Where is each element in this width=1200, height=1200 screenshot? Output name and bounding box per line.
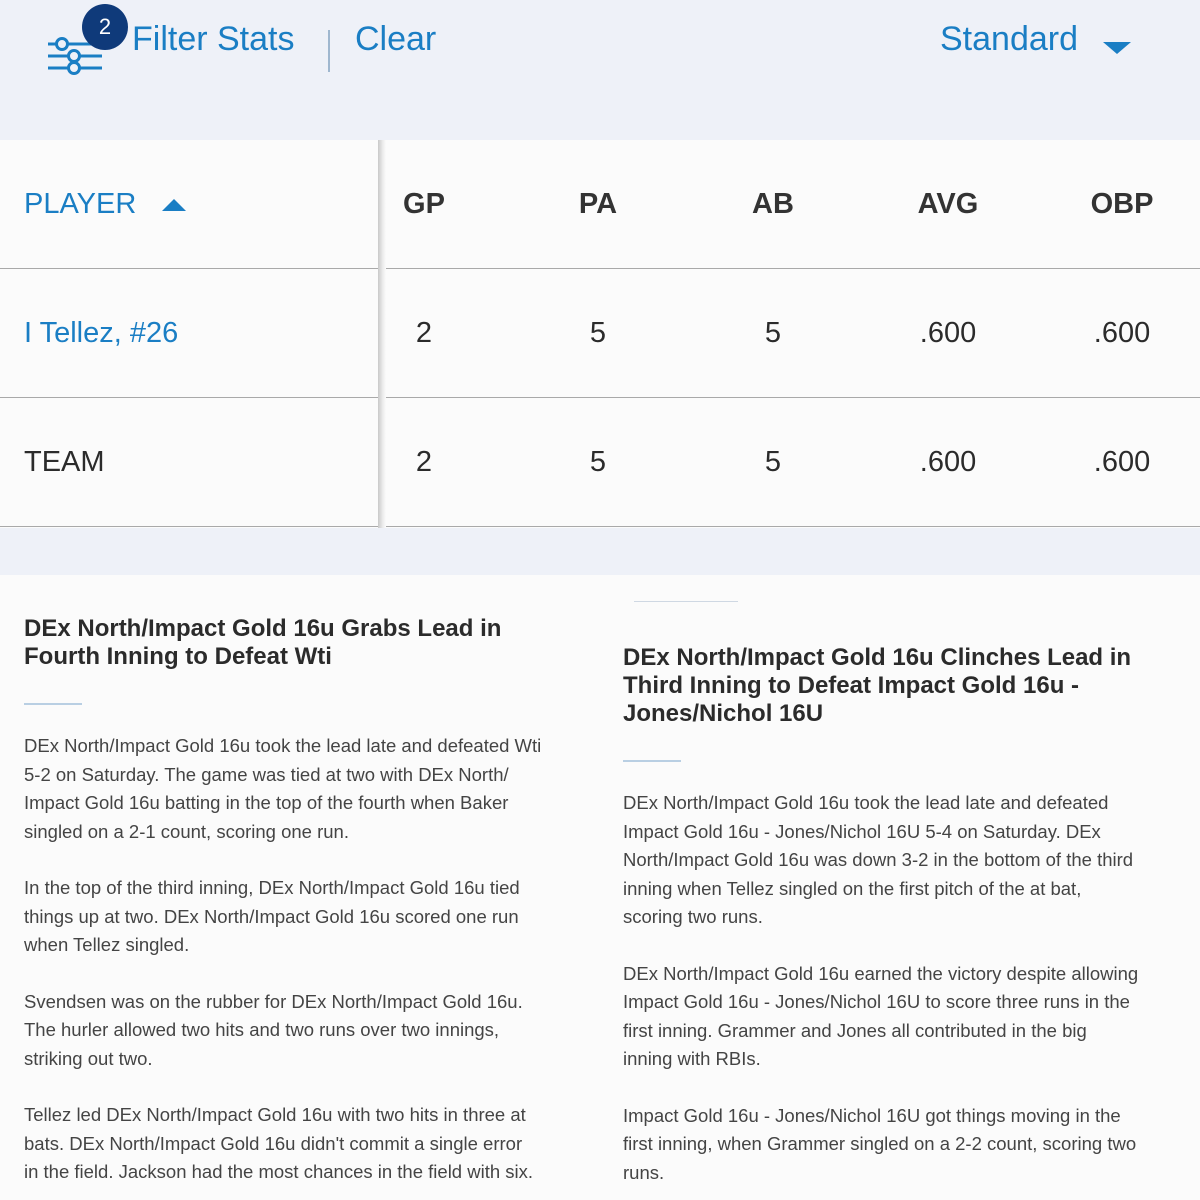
headline-rule xyxy=(24,703,82,705)
table-header-row xyxy=(0,140,1200,269)
article-paragraph: Svendsen was on the rubber for DEx North/Impact Gold 16u. The hurler allowed two hits and two runs over two innings, striking out two. xyxy=(24,990,523,1069)
article-paragraph: In the top of the third inning, DEx North/Impact Gold 16u tied things up at two. DEx North/Impact Gold 16u scored one run when Tellez singled. xyxy=(24,877,520,955)
clear-filters-button[interactable]: Clear xyxy=(355,20,437,58)
toolbar-divider xyxy=(328,30,330,72)
ab-cell: 5 xyxy=(764,446,782,478)
article-headline[interactable]: DEx North/Impact Gold 16u Clinches Lead in Third Inning to Defeat Impact Gold 16u - Jones/Nichol 16U xyxy=(623,644,1132,727)
player-name-link[interactable]: I Tellez, #26 xyxy=(24,317,179,349)
table-row xyxy=(0,269,1200,398)
obp-cell: .600 xyxy=(1093,446,1151,478)
filter-count-badge: 2 xyxy=(82,4,128,50)
article-headline[interactable]: DEx North/Impact Gold 16u Grabs Lead in Fourth Inning to Defeat Wti xyxy=(24,615,502,670)
headline-rule xyxy=(623,760,681,762)
news-article xyxy=(24,615,584,671)
filter-stats-button[interactable] xyxy=(46,8,346,78)
view-select-dropdown[interactable] xyxy=(940,20,1140,70)
player-cell xyxy=(24,269,364,398)
column-header-player[interactable] xyxy=(24,140,364,269)
article-paragraph: Impact Gold 16u - Jones/Nichol 16U got things moving in the first inning, when Grammer singled on a 2-2 count, scoring two runs. xyxy=(623,1104,1137,1183)
avg-cell: .600 xyxy=(919,317,977,349)
article-body xyxy=(24,732,594,1200)
filter-toolbar xyxy=(0,0,1200,140)
view-select-value: Standard xyxy=(940,20,1078,58)
team-cell: TEAM xyxy=(24,446,105,478)
article-paragraph: Tellez led DEx North/Impact Gold 16u with two hits in three at bats. DEx North/Impact Gold 16u didn't commit a single error in the field. Jackson had the most chances in the field with six. xyxy=(24,1104,534,1182)
avg-cell: .600 xyxy=(919,446,977,478)
column-header-ab[interactable]: AB xyxy=(752,188,794,220)
news-section xyxy=(0,575,1200,1200)
pa-cell: 5 xyxy=(589,446,607,478)
gp-cell: 2 xyxy=(415,317,433,349)
article-paragraph: DEx North/Impact Gold 16u earned the victory despite allowing Impact Gold 16u - Jones/Nichol 16U to score three runs in the first inning. Grammer and Jones all contributed in the big inning with RBIs. xyxy=(623,962,1139,1069)
column-header-gp[interactable]: GP xyxy=(403,188,445,220)
ab-cell: 5 xyxy=(764,317,782,349)
column-header-obp[interactable]: OBP xyxy=(1090,188,1154,220)
column-header-pa[interactable]: PA xyxy=(578,188,618,220)
divider xyxy=(634,601,738,602)
article-body xyxy=(623,789,1193,1200)
filter-stats-label: Filter Stats xyxy=(132,20,295,58)
table-row-team xyxy=(0,398,1200,527)
stats-table xyxy=(0,140,1200,528)
article-paragraph: DEx North/Impact Gold 16u took the lead late and defeated Wti 5-2 on Saturday. The game was tied at two with DEx North/ Impact Gold 16u batting in the top of the fourth when Baker singled on a 2-1 count, scoring one run. xyxy=(24,735,542,842)
column-header-avg[interactable]: AVG xyxy=(917,188,979,220)
article-paragraph: DEx North/Impact Gold 16u took the lead late and defeated Impact Gold 16u - Jones/Nichol 16U 5-4 on Saturday. DEx North/Impact Gold 16u was down 3-2 in the bottom of the third inning when Tellez singled on the first pitch of the at bat, scoring two runs. xyxy=(623,792,1134,927)
frozen-column-shadow xyxy=(378,140,386,528)
pa-cell: 5 xyxy=(589,317,607,349)
chevron-down-icon xyxy=(1103,42,1131,54)
obp-cell: .600 xyxy=(1093,317,1151,349)
news-article xyxy=(623,644,1193,728)
gp-cell: 2 xyxy=(415,446,433,478)
column-header-player-label: PLAYER xyxy=(24,188,137,220)
sort-ascending-icon xyxy=(162,199,186,211)
